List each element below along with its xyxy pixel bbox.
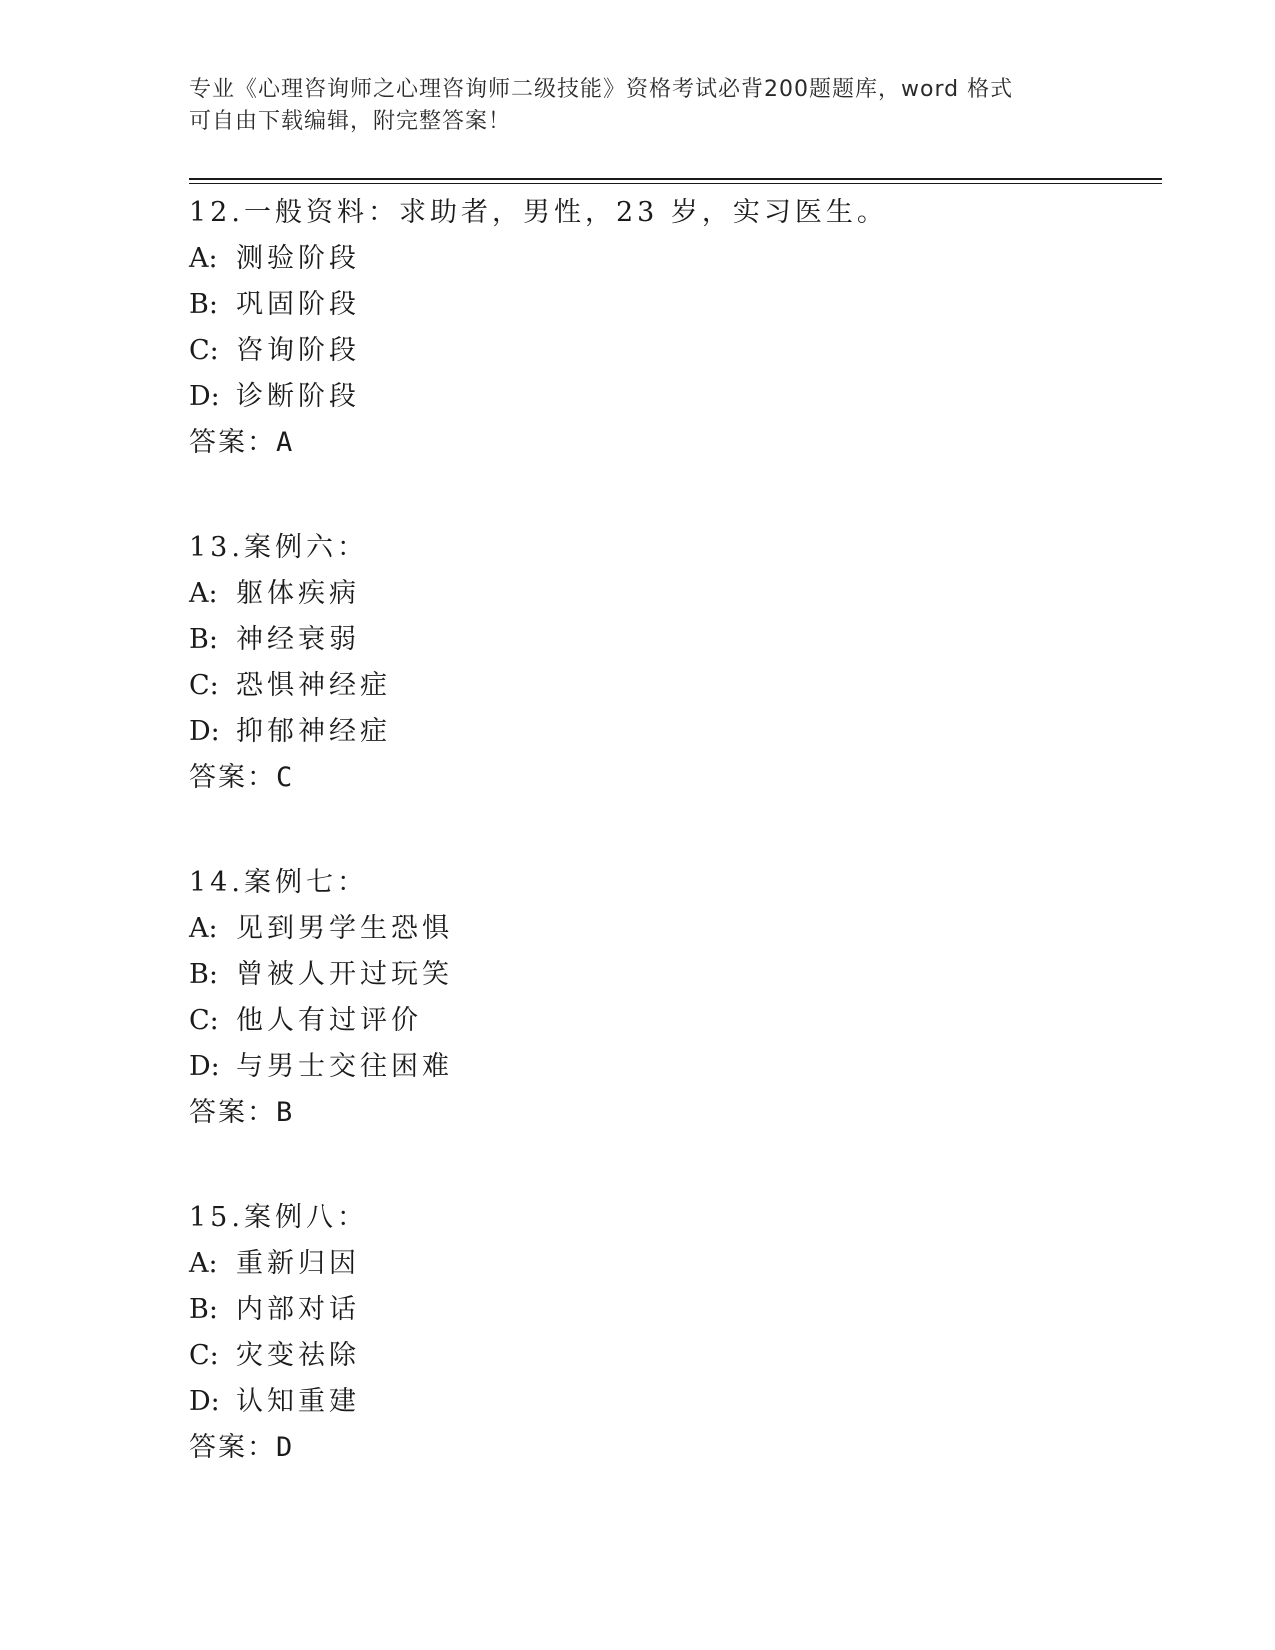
option-b bbox=[189, 282, 1162, 328]
option-letter: B: bbox=[189, 1294, 218, 1325]
option-a bbox=[189, 906, 1162, 952]
option-d bbox=[189, 709, 1162, 755]
option-b bbox=[189, 617, 1162, 663]
option-letter: B: bbox=[189, 959, 218, 990]
option-text: 测验阶段 bbox=[236, 243, 360, 274]
question-title: 13.案例六： bbox=[189, 532, 368, 563]
option-d bbox=[189, 1044, 1162, 1090]
option-text: 灾变祛除 bbox=[236, 1340, 360, 1371]
option-text: 恐惧神经症 bbox=[236, 670, 391, 701]
option-d bbox=[189, 1379, 1162, 1425]
answer-line bbox=[189, 1425, 1162, 1471]
option-a bbox=[189, 571, 1162, 617]
answer-value: A bbox=[276, 427, 295, 458]
answer-label: 答案： bbox=[189, 1097, 276, 1128]
option-text: 神经衰弱 bbox=[236, 624, 360, 655]
header-line-1: 专业《心理咨询师之心理咨询师二级技能》资格考试必背200题题库，word 格式 bbox=[189, 77, 1014, 102]
option-text: 重新归因 bbox=[236, 1248, 360, 1279]
option-b bbox=[189, 952, 1162, 998]
option-letter: D: bbox=[189, 1051, 220, 1082]
answer-line bbox=[189, 1090, 1162, 1136]
option-letter: B: bbox=[189, 624, 218, 655]
option-letter: B: bbox=[189, 289, 218, 320]
option-text: 巩固阶段 bbox=[236, 289, 360, 320]
answer-value: D bbox=[276, 1432, 295, 1463]
header-line-2: 可自由下载编辑，附完整答案！ bbox=[189, 109, 512, 134]
question-item bbox=[189, 525, 1162, 801]
option-letter: A: bbox=[189, 578, 218, 609]
question-item bbox=[189, 190, 1162, 466]
option-a bbox=[189, 236, 1162, 282]
option-a bbox=[189, 1241, 1162, 1287]
option-text: 躯体疾病 bbox=[236, 578, 360, 609]
option-letter: A: bbox=[189, 1248, 218, 1279]
option-b bbox=[189, 1287, 1162, 1333]
option-letter: D: bbox=[189, 1386, 220, 1417]
option-c bbox=[189, 663, 1162, 709]
option-letter: A: bbox=[189, 243, 218, 274]
option-letter: C: bbox=[189, 670, 219, 701]
question-title: 15.案例八： bbox=[189, 1202, 368, 1233]
question-title: 12.一般资料：求助者，男性，23 岁，实习医生。 bbox=[189, 197, 888, 228]
question-item bbox=[189, 1195, 1162, 1471]
option-text: 抑郁神经症 bbox=[236, 716, 391, 747]
option-letter: A: bbox=[189, 913, 218, 944]
option-text: 内部对话 bbox=[236, 1294, 360, 1325]
answer-value: B bbox=[276, 1097, 295, 1128]
answer-value: C bbox=[276, 762, 295, 793]
option-text: 他人有过评价 bbox=[236, 1005, 422, 1036]
option-text: 与男士交往困难 bbox=[236, 1051, 453, 1082]
option-text: 见到男学生恐惧 bbox=[236, 913, 453, 944]
answer-label: 答案： bbox=[189, 762, 276, 793]
option-letter: D: bbox=[189, 716, 220, 747]
option-c bbox=[189, 328, 1162, 374]
option-text: 咨询阶段 bbox=[236, 335, 360, 366]
header-divider-thick bbox=[189, 178, 1162, 180]
option-d bbox=[189, 374, 1162, 420]
document-header bbox=[189, 74, 1089, 138]
option-text: 认知重建 bbox=[236, 1386, 360, 1417]
option-c bbox=[189, 998, 1162, 1044]
answer-label: 答案： bbox=[189, 427, 276, 458]
answer-label: 答案： bbox=[189, 1432, 276, 1463]
question-title: 14.案例七： bbox=[189, 867, 368, 898]
option-letter: D: bbox=[189, 381, 220, 412]
answer-line bbox=[189, 755, 1162, 801]
option-letter: C: bbox=[189, 335, 219, 366]
question-list bbox=[189, 190, 1162, 1530]
answer-line bbox=[189, 420, 1162, 466]
option-letter: C: bbox=[189, 1340, 219, 1371]
option-text: 诊断阶段 bbox=[236, 381, 360, 412]
option-c bbox=[189, 1333, 1162, 1379]
option-letter: C: bbox=[189, 1005, 219, 1036]
header-divider-thin bbox=[189, 183, 1162, 184]
option-text: 曾被人开过玩笑 bbox=[236, 959, 453, 990]
question-item bbox=[189, 860, 1162, 1136]
